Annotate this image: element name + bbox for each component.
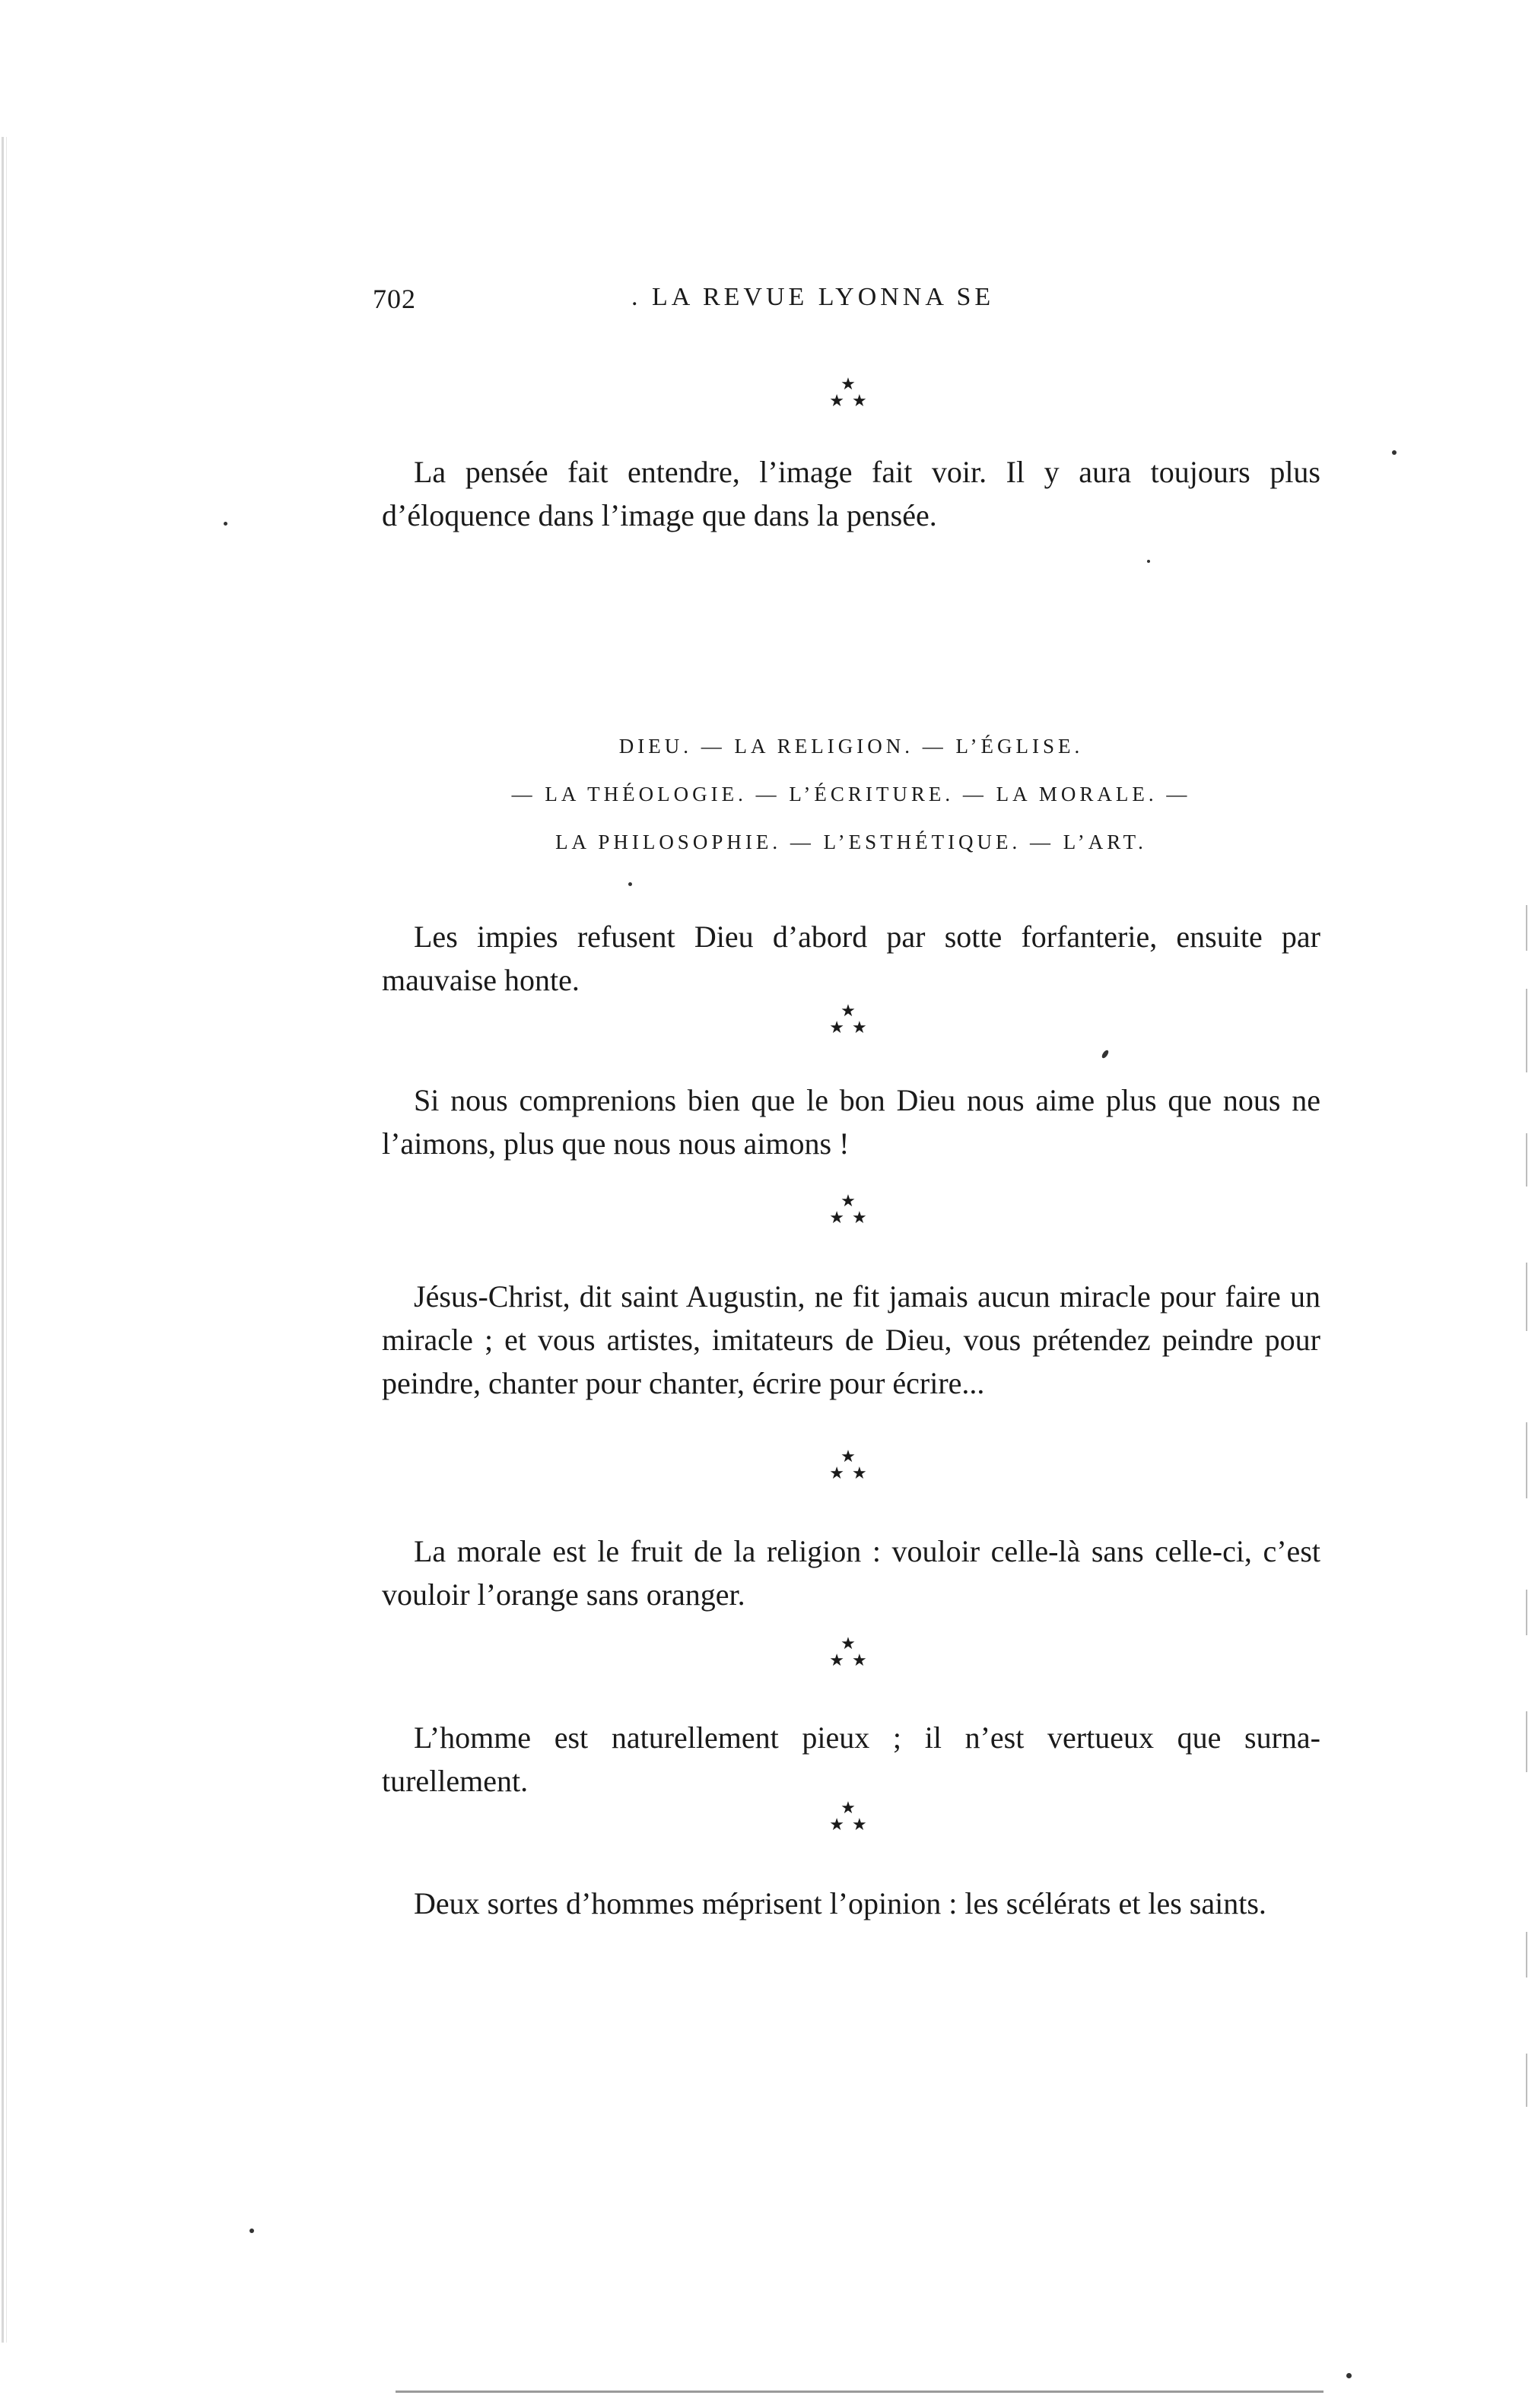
asterism-top-star: ★ (840, 374, 856, 393)
page-edge (2, 137, 4, 2343)
asterism-bottom-stars: ★★ (829, 1650, 875, 1669)
asterism-top-star: ★ (840, 1447, 856, 1466)
page-edge-right-mark (1526, 1133, 1527, 1187)
asterism-bottom-stars: ★★ (829, 1463, 875, 1482)
paragraph: Jésus-Christ, dit saint Augustin, ne fit jamais aucun miracle pour faire un miracle ; et vous artistes, imitateurs de Dieu, vous prétendez peindre pour peindre, chanter pour chanter, écrire pour écrire... (382, 1279, 1320, 1400)
journal-title: . LA REVUE LYONNA SE (631, 283, 995, 311)
section-heading-line: — LA THÉOLOGIE. — L’ÉCRITURE. — LA MORALE. — (511, 783, 1191, 805)
asterism-separator (814, 1448, 882, 1486)
asterism-bottom-stars: ★★ (829, 1018, 875, 1037)
page-edge-inner (6, 137, 7, 2343)
page-edge-right-mark (1526, 1711, 1527, 1772)
paragraph: Deux sortes d’hommes méprisent l’opinion : les scélérats et les saints. (414, 1886, 1266, 1920)
scan-speck (224, 522, 227, 526)
page-edge-right-mark (1526, 1590, 1527, 1635)
paragraph: La morale est le fruit de la religion : vouloir celle-là sans celle-ci, c’est vouloir l’orange sans oranger. (382, 1534, 1320, 1612)
page-edge-right-mark (1526, 1422, 1527, 1498)
scan-speck (249, 2229, 254, 2233)
paragraph: Les impies refusent Dieu d’abord par sotte forfanterie, ensuite par mauvaise honte. (382, 920, 1320, 997)
asterism-separator (814, 376, 882, 414)
asterism-top-star: ★ (840, 1634, 856, 1653)
page-edge-right-mark (1526, 1932, 1527, 1978)
scan-speck (1392, 450, 1397, 455)
scan-speck (628, 882, 632, 886)
asterism-separator (814, 1193, 882, 1231)
page-edge-right-mark (1526, 905, 1527, 951)
page-bottom-rule (396, 2391, 1324, 2393)
section-heading (382, 723, 1320, 866)
page-edge-right-mark (1526, 2054, 1527, 2107)
section-heading-line: LA PHILOSOPHIE. — L’ESTHÉTIQUE. — L’ART. (555, 831, 1147, 853)
asterism-bottom-stars: ★★ (829, 1208, 875, 1227)
paragraph: L’homme est naturellement pieux ; il n’est vertueux que surna-turellement. (382, 1720, 1320, 1798)
scan-speck (1101, 1049, 1110, 1059)
running-head (373, 283, 1225, 329)
scan-speck (1346, 2373, 1352, 2378)
asterism-separator (814, 1800, 882, 1838)
page-edge-right-mark (1526, 989, 1527, 1072)
scan-speck (1147, 560, 1150, 563)
asterism-top-star: ★ (840, 1001, 856, 1020)
paragraph: La pensée fait entendre, l’image fait voir. Il y aura toujours plus d’éloquence dans l’image que dans la pensée. (382, 455, 1320, 532)
asterism-bottom-stars: ★★ (829, 391, 875, 410)
page-number: 702 (373, 284, 416, 314)
section-heading-line: DIEU. — LA RELIGION. — L’ÉGLISE. (618, 735, 1084, 758)
page-edge-right-mark (1526, 1263, 1527, 1331)
asterism-top-star: ★ (840, 1191, 856, 1210)
paragraph: Si nous comprenions bien que le bon Dieu nous aime plus que nous ne l’aimons, plus que nous nous aimons ! (382, 1083, 1320, 1161)
asterism-separator (814, 1002, 882, 1040)
asterism-top-star: ★ (840, 1798, 856, 1817)
asterism-bottom-stars: ★★ (829, 1815, 875, 1834)
asterism-separator (814, 1635, 882, 1673)
